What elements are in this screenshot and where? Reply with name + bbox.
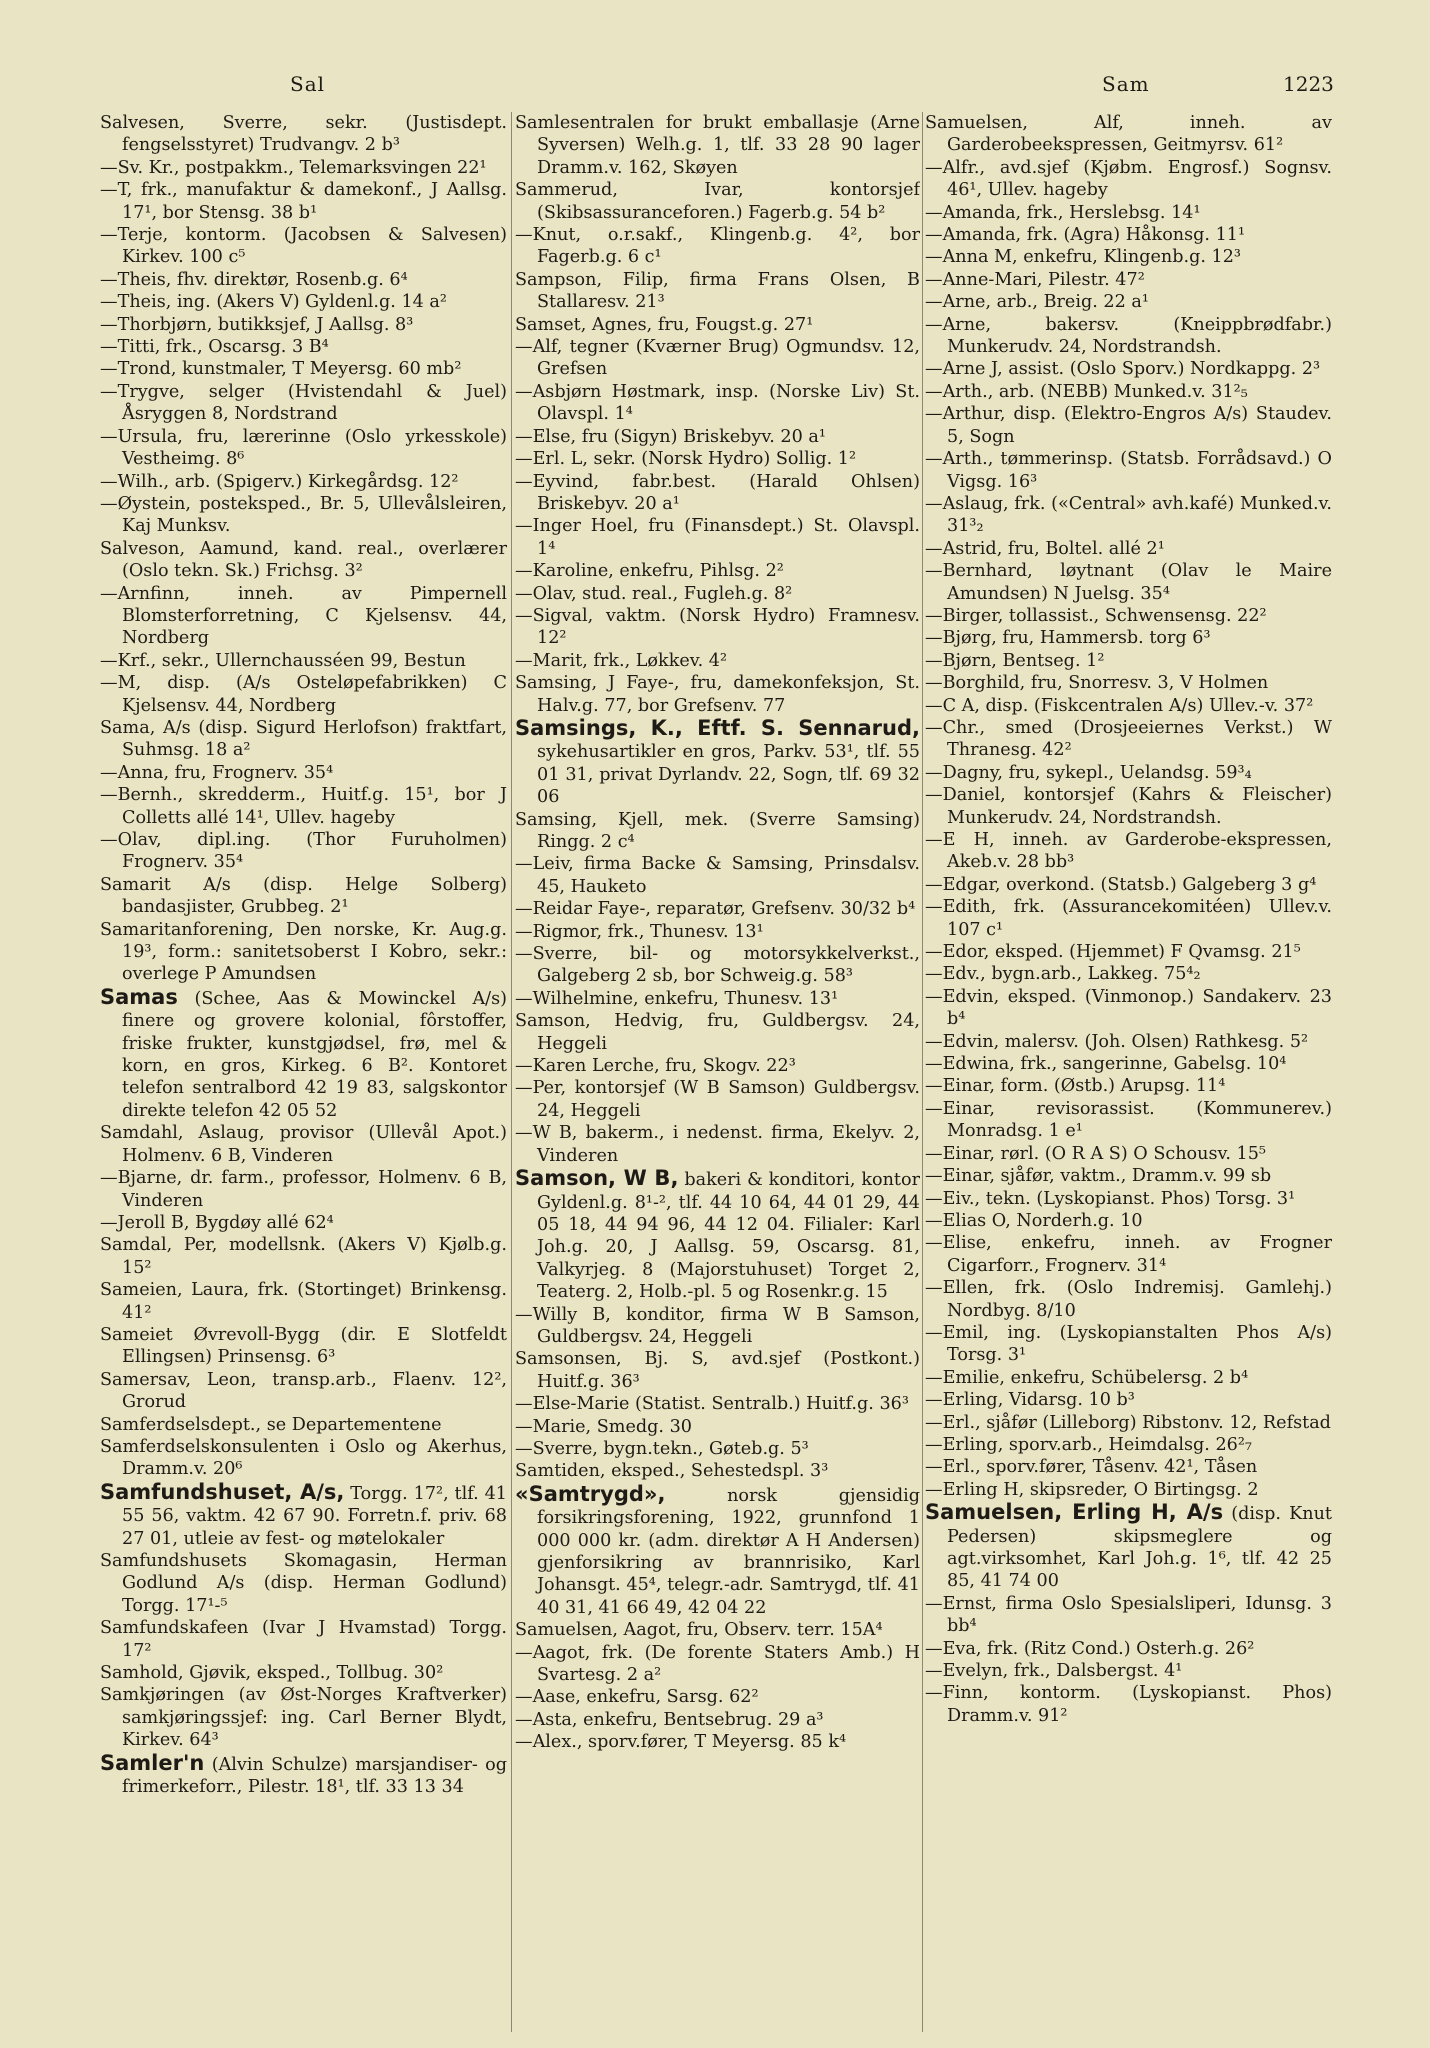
- entry-text: —Sverre, bygn.tekn., Gøteb.g. 5³: [515, 1438, 809, 1459]
- directory-entry: [100, 1122, 507, 1167]
- directory-entry: [925, 1210, 1332, 1232]
- header-left-word: Sal: [290, 72, 326, 96]
- entry-text: —Erl., sjåfør (Lilleborg) Ribstonv. 12, Refstad: [925, 1412, 1331, 1433]
- entry-text: —Alf, tegner (Kværner Brug) Ogmundsv. 12, Grefsen: [515, 337, 920, 380]
- directory-entry: [515, 1642, 920, 1687]
- directory-entry: [100, 1324, 507, 1369]
- directory-entry: [925, 695, 1332, 717]
- entry-text: —Aase, enkefru, Sarsg. 62²: [515, 1687, 759, 1708]
- directory-entry: [925, 448, 1332, 493]
- directory-entry: [515, 1686, 920, 1708]
- entry-text: —Erl. L, sekr. (Norsk Hydro) Sollig. 1²: [515, 449, 857, 470]
- entry-text: Salvesen, Sverre, sekr. (Justisdept. fengselsstyret) Trudvangv. 2 b³: [100, 113, 507, 156]
- directory-entry: [100, 1617, 507, 1662]
- entry-text: —T, frk., manufaktur & damekonf., J Aallsg. 17¹, bor Stensg. 38 b¹: [100, 180, 507, 223]
- directory-entry: [515, 1709, 920, 1731]
- directory-entry: [925, 1188, 1332, 1210]
- entry-text: —Asta, enkefru, Bentsebrug. 29 a³: [515, 1709, 824, 1730]
- directory-entry: [100, 1662, 507, 1684]
- entry-text: —Sverre, bil- og motorsykkelverkst., Galgeberg 2 sb, bor Schweig.g. 58³: [515, 944, 920, 987]
- directory-entry: [925, 1638, 1332, 1660]
- entry-text: —Emil, ing. (Lyskopianstalten Phos A/s) Torsg. 3¹: [925, 1322, 1332, 1366]
- directory-entry: [925, 829, 1332, 874]
- directory-entry: [925, 1456, 1332, 1478]
- directory-entry: [925, 1322, 1332, 1367]
- header-center-word: Sam: [1102, 72, 1150, 96]
- entry-text: —Karen Lerche, fru, Skogv. 22³: [515, 1056, 796, 1077]
- directory-entry-highlighted: [515, 717, 920, 809]
- entry-name: Samas: [100, 984, 178, 1009]
- entry-text: Sama, A/s (disp. Sigurd Herlofson) fraktfart, Suhmsg. 18 a²: [100, 717, 507, 761]
- directory-entry: [100, 762, 507, 784]
- directory-entry: [515, 314, 920, 336]
- directory-entry: [515, 560, 920, 582]
- entry-text: —Arth., arb. (NEBB) Munked.v. 31²₅: [925, 381, 1248, 402]
- directory-entry: [515, 1393, 920, 1415]
- directory-entry: [100, 291, 507, 313]
- entry-text: —Amanda, frk., Herslebsg. 14¹: [925, 202, 1201, 223]
- directory-entry: [515, 426, 920, 448]
- directory-entry: [925, 358, 1332, 380]
- directory-entry: [925, 874, 1332, 896]
- directory-entry: [515, 988, 920, 1010]
- entry-text: —Bernhard, løytnant (Olav le Maire Amundsen) N Juelsg. 35⁴: [925, 561, 1332, 604]
- entry-text: Samferdselsdept., se Departementene: [100, 1414, 442, 1435]
- directory-entry: [100, 919, 507, 986]
- column-divider: [511, 112, 512, 2032]
- directory-entry: [925, 381, 1332, 403]
- directory-entry: [925, 1367, 1332, 1389]
- directory-entry: [925, 1682, 1332, 1727]
- entry-text: —W B, bakerm., i nedenst. firma, Ekelyv. 2, Vinderen: [515, 1123, 920, 1166]
- directory-entry: [515, 381, 920, 426]
- directory-entry: [515, 1416, 920, 1438]
- entry-text: —Bernh., skredderm., Huitf.g. 15¹, bor J Colletts allé 14¹, Ullev. hageby: [100, 785, 507, 828]
- entry-text: —Edvin, eksped. (Vinmonop.) Sandakerv. 23 b⁴: [925, 986, 1332, 1030]
- column-divider: [922, 112, 923, 2032]
- entry-text: —Chr., smed (Drosjeeiernes Verkst.) W Thranesg. 42²: [925, 717, 1332, 761]
- directory-entry: [925, 605, 1332, 627]
- entry-text: —Arne, bakersv. (Kneippbrødfabr.) Munkerudv. 24, Nordstrandsh.: [925, 314, 1332, 358]
- entry-text: —Knut, o.r.sakf., Klingenb.g. 4², bor Fagerb.g. 6 c¹: [515, 225, 920, 268]
- entry-text: —Edor, eksped. (Hjemmet) F Qvamsg. 21⁵: [925, 942, 1301, 963]
- entry-text: —Borghild, fru, Snorresv. 3, V Holmen: [925, 673, 1269, 694]
- entry-text: —Eiv., tekn. (Lyskopianst. Phos) Torsg. 3¹: [925, 1188, 1296, 1209]
- entry-text: Samfundshusets Skomagasin, Herman Godlund A/s (disp. Herman Godlund) Torgg. 17¹‑⁵: [100, 1551, 507, 1616]
- entry-text: (Alvin Schulze) marsjandiser- og frimerkeforr., Pilestr. 18¹, tlf. 33 13 34: [122, 1754, 507, 1798]
- directory-entry: [515, 943, 920, 988]
- entry-text: —Erling, sporv.arb., Heimdalsg. 26²₇: [925, 1434, 1252, 1455]
- entry-text: Sampson, Filip, firma Frans Olsen, B Stallaresv. 21³: [515, 269, 920, 313]
- entry-text: —Terje, kontorm. (Jacobsen & Salvesen) Kirkev. 100 c⁵: [100, 225, 507, 268]
- entry-name: «Samtrygd»,: [515, 1481, 666, 1506]
- entry-text: —Einar, revisorassist. (Kommunerev.) Monradsg. 1 e¹: [925, 1098, 1332, 1142]
- entry-text: Samtiden, eksped., Sehestedspl. 3³: [515, 1461, 829, 1482]
- entry-text: (Schee, Aas & Mowinckel A/s) finere og grovere kolonial, fôrstoffer, friske frukter, kunstgjødsel, frø, mel & korn, en gros, Kirkeg. 6 B². Kontoret telefon sentralbord 42 19 83, salgskontor direkte telefon 42 05 52: [122, 988, 507, 1121]
- entry-text: —Ellen, frk. (Oslo Indremisj. Gamlehj.) Nordbyg. 8/10: [925, 1278, 1332, 1321]
- directory-entry: [515, 269, 920, 314]
- directory-entry: [100, 1234, 507, 1279]
- directory-entry: [925, 224, 1332, 246]
- entry-text: Samsing, J Faye-, fru, damekonfeksjon, St. Halv.g. 77, bor Grefsenv. 77: [515, 673, 920, 716]
- directory-entry: [100, 493, 507, 538]
- directory-entry: [925, 403, 1332, 448]
- entry-text: —Edwina, frk., sangerinne, Gabelsg. 10⁴: [925, 1054, 1287, 1075]
- directory-entry: [925, 291, 1332, 313]
- entry-text: —Einar, sjåfør, vaktm., Dramm.v. 99 sb: [925, 1166, 1272, 1187]
- entry-text: —Edvin, malersv. (Joh. Olsen) Rathkesg. 5²: [925, 1031, 1309, 1052]
- directory-entry: [925, 269, 1332, 291]
- entry-text: —Per, kontorsjef (W B Samson) Guldbergsv. 24, Heggeli: [515, 1078, 920, 1121]
- entry-text: —Evelyn, frk., Dalsbergst. 4¹: [925, 1661, 1183, 1682]
- directory-entry: [925, 538, 1332, 560]
- directory-entry: [925, 112, 1332, 157]
- entry-text: —Arthur, disp. (Elektro-Engros A/s) Staudev. 5, Sogn: [925, 404, 1332, 447]
- directory-entry: [925, 672, 1332, 694]
- entry-text: Samset, Agnes, fru, Fougst.g. 27¹: [515, 314, 814, 335]
- directory-entry: [100, 157, 507, 179]
- entry-text: —Eyvind, fabr.best. (Harald Ohlsen) Briskebyv. 20 a¹: [515, 471, 920, 514]
- entry-text: —Eva, frk. (Ritz Cond.) Osterh.g. 26²: [925, 1638, 1255, 1659]
- entry-text: —Einar, rørl. (O R A S) O Schousv. 15⁵: [925, 1143, 1266, 1164]
- directory-entry: [515, 1304, 920, 1349]
- directory-entry: [100, 224, 507, 269]
- directory-entry: [100, 784, 507, 829]
- entry-text: —Alfr., avd.sjef (Kjøbm. Engrosf.) Sognsv. 46¹, Ullev. hageby: [925, 157, 1332, 201]
- entry-text: Samsonsen, Bj. S, avd.sjef (Postkont.) Huitf.g. 36³: [515, 1349, 920, 1392]
- entry-text: —Sv. Kr., postpakkm., Telemarksvingen 22¹: [100, 157, 487, 178]
- entry-text: —Ernst, firma Oslo Spesialsliperi, Idunsg. 3 bb⁴: [925, 1593, 1332, 1637]
- directory-entry: [515, 1348, 920, 1393]
- entry-text: —Arne, arb., Breig. 22 a¹: [925, 292, 1149, 313]
- directory-entry-highlighted: [100, 986, 507, 1122]
- entry-text: —Marie, Smedg. 30: [515, 1416, 692, 1437]
- entry-text: —Erl., sporv.fører, Tåsenv. 42¹, Tåsen: [925, 1457, 1258, 1478]
- entry-text: —M, disp. (A/s Osteløpefabrikken) C Kjelsensv. 44, Nordberg: [100, 673, 507, 716]
- entry-text: —Alex., sporv.fører, T Meyersg. 85 k⁴: [515, 1732, 847, 1753]
- directory-entry: [100, 112, 507, 157]
- directory-entry: [515, 336, 920, 381]
- entry-text: —Arth., tømmerinsp. (Statsb. Forrådsavd.) O Vigsg. 16³: [925, 449, 1332, 492]
- entry-text: —Asbjørn Høstmark, insp. (Norske Liv) St. Olavspl. 1⁴: [515, 381, 920, 425]
- entry-text: —Theis, ing. (Akers V) Gyldenl.g. 14 a²: [100, 292, 447, 313]
- directory-entry: [925, 157, 1332, 202]
- directory-entry: [925, 1593, 1332, 1638]
- entry-text: Torgg. 17², tlf. 41 55 56, vaktm. 42 67 90. Forretn.f. priv. 68 27 01, utleie av fest- og møtelokaler: [122, 1483, 507, 1549]
- entry-text: —Bjarne, dr. farm., professor, Holmenv. 6 B, Vinderen: [100, 1168, 507, 1211]
- directory-entry: [515, 1077, 920, 1122]
- directory-entry: [925, 650, 1332, 672]
- entry-text: —Emilie, enkefru, Schübelersg. 2 b⁴: [925, 1367, 1249, 1388]
- directory-entry: [515, 471, 920, 516]
- directory-entry: [925, 986, 1332, 1031]
- entry-text: Samson, Hedvig, fru, Guldbergsv. 24, Heggeli: [515, 1011, 920, 1054]
- entry-text: —Karoline, enkefru, Pihlsg. 2²: [515, 561, 784, 582]
- entry-text: Samfundskafeen (Ivar J Hvamstad) Torgg. 17²: [100, 1618, 507, 1661]
- entry-text: Samferdselskonsulenten i Oslo og Akerhus, Dramm.v. 20⁶: [100, 1436, 507, 1480]
- directory-entry: [925, 1075, 1332, 1097]
- entry-text: —Marit, frk., Løkkev. 4²: [515, 650, 728, 671]
- entry-text: —Øystein, posteksped., Br. 5, Ullevålsleiren, Kaj Munksv.: [100, 493, 507, 537]
- entry-text: —Anna, fru, Frognerv. 35⁴: [100, 762, 334, 783]
- directory-entry: [515, 448, 920, 470]
- entry-text: —Wilh., arb. (Spigerv.) Kirkegårdsg. 12²: [100, 471, 459, 492]
- directory-entry: [515, 1731, 920, 1753]
- directory-entry: [100, 426, 507, 471]
- entry-text: Samdahl, Aslaug, provisor (Ullevål Apot.) Holmenv. 6 B, Vinderen: [100, 1123, 507, 1166]
- entry-text: Samuelsen, Alf, inneh. av Garderobeekspressen, Geitmyrsv. 61²: [925, 113, 1332, 156]
- directory-entry: [925, 963, 1332, 985]
- directory-entry: [515, 1010, 920, 1055]
- directory-entry: [100, 1436, 507, 1481]
- directory-entry: [515, 515, 920, 560]
- entry-text: —Jeroll B, Bygdøy allé 62⁴: [100, 1212, 334, 1233]
- directory-entry: [515, 179, 920, 224]
- directory-column-3: [925, 112, 1332, 2032]
- entry-name: Samuelsen, Erling H, A/s: [925, 1500, 1224, 1525]
- directory-entry: [100, 336, 507, 358]
- entry-text: —Dagny, fru, sykepl., Uelandsg. 59³₄: [925, 762, 1252, 783]
- entry-text: Samuelsen, Aagot, fru, Observ. terr. 15A⁴: [515, 1620, 883, 1641]
- directory-entry: [925, 941, 1332, 963]
- directory-entry: [925, 1660, 1332, 1682]
- directory-entry: [100, 583, 507, 650]
- directory-column-2: [515, 112, 920, 2032]
- entry-text: —Edith, frk. (Assurancekomitéen) Ullev.v. 107 c¹: [925, 897, 1332, 940]
- entry-text: —Inger Hoel, fru (Finansdept.) St. Olavspl. 1⁴: [515, 516, 920, 559]
- directory-entry: [925, 493, 1332, 538]
- directory-entry: [100, 1369, 507, 1414]
- entry-text: Samsing, Kjell, mek. (Sverre Samsing) Ringg. 2 c⁴: [515, 809, 920, 852]
- directory-entry: [100, 381, 507, 426]
- directory-entry-highlighted: [515, 1483, 920, 1619]
- entry-text: —Elise, enkefru, inneh. av Frogner Cigarforr., Frognerv. 31⁴: [925, 1233, 1332, 1276]
- directory-entry: [515, 921, 920, 943]
- entry-text: —Birger, tollassist., Schwensensg. 22²: [925, 605, 1267, 626]
- directory-entry: [100, 1279, 507, 1324]
- directory-entry: [515, 224, 920, 269]
- entry-text: —Anne-Mari, Pilestr. 47²: [925, 269, 1145, 290]
- directory-entry: [925, 896, 1332, 941]
- directory-entry: [100, 471, 507, 493]
- entry-text: —Einar, form. (Østb.) Arupsg. 11⁴: [925, 1076, 1226, 1097]
- directory-entry: [515, 672, 920, 717]
- entry-text: Samhold, Gjøvik, eksped., Tollbug. 30²: [100, 1663, 444, 1684]
- entry-text: —Arne J, assist. (Oslo Sporv.) Nordkappg. 2³: [925, 359, 1321, 380]
- directory-entry: [100, 179, 507, 224]
- directory-entry: [515, 583, 920, 605]
- entry-text: Salveson, Aamund, kand. real., overlærer (Oslo tekn. Sk.) Frichsg. 3²: [100, 538, 507, 582]
- entry-text: —Trond, kunstmaler, T Meyersg. 60 mb²: [100, 359, 462, 380]
- entry-text: —Willy B, konditor, firma W B Samson, Guldbergsv. 24, Heggeli: [515, 1304, 920, 1347]
- directory-entry: [100, 358, 507, 380]
- entry-text: —Bjørn, Bentseg. 1²: [925, 650, 1105, 671]
- entry-text: Sammerud, Ivar, kontorsjef (Skibsassuranceforen.) Fagerb.g. 54 b²: [515, 180, 920, 223]
- directory-entry: [925, 717, 1332, 762]
- directory-entry: [515, 898, 920, 920]
- directory-entry: [925, 1389, 1332, 1411]
- entry-name: Samsings, K., Eftf. S. Sennarud,: [515, 715, 920, 740]
- entry-text: —Sigval, vaktm. (Norsk Hydro) Framnesv. 12²: [515, 605, 920, 649]
- entry-text: —Reidar Faye-, reparatør, Grefsenv. 30/32 b⁴: [515, 899, 916, 920]
- directory-entry-highlighted: [100, 1752, 507, 1799]
- entry-text: —Arnfinn, inneh. av Pimpernell Blomsterforretning, C Kjelsensv. 44, Nordberg: [100, 583, 507, 649]
- entry-text: —Olav, stud. real., Fugleh.g. 8²: [515, 583, 793, 604]
- directory-entry: [925, 560, 1332, 605]
- entry-text: Samlesentralen for brukt emballasje (Arne Syversen) Welh.g. 1, tlf. 33 28 90 lager Dramm.v. 162, Skøyen: [515, 113, 920, 178]
- directory-entry: [100, 269, 507, 291]
- directory-entry: [515, 605, 920, 650]
- entry-text: Samarit A/s (disp. Helge Solberg) bandasjister, Grubbeg. 2¹: [100, 874, 507, 918]
- entry-text: —Finn, kontorm. (Lyskopianst. Phos) Dramm.v. 91²: [925, 1683, 1332, 1726]
- directory-entry: [100, 1212, 507, 1234]
- directory-entry: [515, 1460, 920, 1482]
- entry-text: Sameiet Øvrevoll-Bygg (dir. E Slotfeldt Ellingsen) Prinsensg. 6³: [100, 1324, 507, 1368]
- directory-entry: [515, 1122, 920, 1167]
- entry-text: Samaritanforening, Den norske, Kr. Aug.g. 19³, form.: sanitetsoberst I Kobro, sekr.: overlege P Amundsen: [100, 919, 507, 985]
- directory-entry: [925, 202, 1332, 224]
- directory-entry: [100, 717, 507, 762]
- entry-text: —Aagot, frk. (De forente Staters Amb.) H Svartesg. 2 a²: [515, 1642, 920, 1686]
- entry-text: —Erling, Vidarsg. 10 b³: [925, 1390, 1135, 1411]
- directory-entry: [925, 314, 1332, 359]
- directory-entry: [100, 1550, 507, 1617]
- directory-entry: [925, 1165, 1332, 1187]
- directory-entry: [925, 1053, 1332, 1075]
- entry-text: —Edv., bygn.arb., Lakkeg. 75⁴₂: [925, 964, 1201, 985]
- directory-entry: [515, 1438, 920, 1460]
- directory-entry: [925, 1098, 1332, 1143]
- entry-text: —Olav, dipl.ing. (Thor Furuholmen) Frognerv. 35⁴: [100, 830, 507, 873]
- directory-entry: [100, 1414, 507, 1436]
- directory-entry-highlighted: [100, 1481, 507, 1550]
- entry-text: (disp. Knut Pedersen) skipsmeglere og agt.virksomhet, Karl Joh.g. 1⁶, tlf. 42 25 85, 41 74 00: [947, 1504, 1332, 1592]
- directory-column-1: [100, 112, 507, 2032]
- page-number: 1223: [1283, 72, 1334, 96]
- entry-text: —Ursula, fru, lærerinne (Oslo yrkesskole) Vestheimg. 8⁶: [100, 426, 507, 470]
- entry-text: —Wilhelmine, enkefru, Thunesv. 13¹: [515, 988, 839, 1009]
- directory-entry: [925, 1479, 1332, 1501]
- directory-entry: [515, 1619, 920, 1641]
- directory-entry: [100, 650, 507, 672]
- directory-entry: [925, 1031, 1332, 1053]
- directory-entry: [100, 672, 507, 717]
- entry-text: bakeri & konditori, kontor Gyldenl.g. 8¹‑², tlf. 44 10 64, 44 01 29, 44 05 18, 44 94 96, 44 12 04. Filialer: Karl Joh.g. 20, J Aallsg. 59, Oscarsg. 81, Valkyrjeg. 8 (Majorstuhuset) Torget 2, Teaterg. 2, Holb.-pl. 5 og Rosenkr.g. 15: [537, 1170, 920, 1303]
- entry-text: —Edgar, overkond. (Statsb.) Galgeberg 3 g⁴: [925, 874, 1317, 895]
- entry-name: Samfundshuset, A/s,: [100, 1479, 345, 1504]
- directory-entry: [100, 314, 507, 336]
- entry-text: Samkjøringen (av Øst-Norges Kraftverker) samkjøringssjef: ing. Carl Berner Blydt, Kirkev. 64³: [100, 1685, 507, 1751]
- entry-text: —Leiv, firma Backe & Samsing, Prinsdalsv. 45, Hauketo: [515, 854, 920, 897]
- entry-text: —Thorbjørn, butikksjef, J Aallsg. 8³: [100, 314, 414, 335]
- entry-text: —Trygve, selger (Hvistendahl & Juel) Åsryggen 8, Nordstrand: [100, 381, 507, 425]
- directory-entry: [925, 627, 1332, 649]
- directory-entry: [925, 784, 1332, 829]
- directory-entry: [515, 853, 920, 898]
- directory-entry-highlighted: [515, 1167, 920, 1303]
- entry-text: norsk gjensidig forsikringsforening, 1922, grunnfond 1 000 000 kr. (adm. direktør A H Andersen) gjenforsikring av brannrisiko, Karl Johansgt. 45⁴, telegr.-adr. Samtrygd, tlf. 41 40 31, 41 66 49, 42 04 22: [537, 1485, 920, 1618]
- directory-entry: [515, 112, 920, 179]
- entry-text: —Erling H, skipsreder, O Birtingsg. 2: [925, 1479, 1259, 1500]
- entry-text: —C A, disp. (Fiskcentralen A/s) Ullev.-v. 37²: [925, 695, 1314, 716]
- entry-text: —Anna M, enkefru, Klingenb.g. 12³: [925, 247, 1241, 268]
- directory-entry: [100, 829, 507, 874]
- entry-text: sykehusartikler en gros, Parkv. 53¹, tlf. 55 01 31, privat Dyrlandv. 22, Sogn, tlf. 69 32 06: [537, 742, 920, 808]
- directory-entry: [100, 874, 507, 919]
- entry-text: Samdal, Per, modellsnk. (Akers V) Kjølb.g. 15²: [100, 1235, 507, 1278]
- directory-entry: [925, 762, 1332, 784]
- entry-name: Samler'n: [100, 1750, 205, 1775]
- directory-entry: [100, 1167, 507, 1212]
- directory-entry: [925, 1277, 1332, 1322]
- directory-entry: [925, 1143, 1332, 1165]
- entry-text: Sameien, Laura, frk. (Stortinget) Brinkensg. 41²: [100, 1280, 507, 1323]
- entry-text: —Amanda, frk. (Agra) Håkonsg. 11¹: [925, 225, 1246, 246]
- directory-entry: [925, 1232, 1332, 1277]
- directory-entry: [100, 538, 507, 583]
- directory-entry-highlighted: [925, 1501, 1332, 1593]
- directory-entry: [925, 1412, 1332, 1434]
- directory-entry: [515, 650, 920, 672]
- directory-entry: [100, 1684, 507, 1751]
- directory-entry: [515, 1055, 920, 1077]
- page-header: [0, 72, 1430, 112]
- entry-name: Samson, W B,: [515, 1166, 679, 1191]
- entry-text: —Astrid, fru, Boltel. allé 2¹: [925, 538, 1165, 559]
- directory-entry: [515, 809, 920, 854]
- entry-text: —Krf., sekr., Ullernchausséen 99, Bestun: [100, 650, 466, 671]
- entry-text: —Titti, frk., Oscarsg. 3 B⁴: [100, 337, 329, 358]
- entry-text: —Else-Marie (Statist. Sentralb.) Huitf.g. 36³: [515, 1394, 909, 1415]
- entry-text: —Daniel, kontorsjef (Kahrs & Fleischer) Munkerudv. 24, Nordstrandsh.: [925, 785, 1332, 828]
- entry-text: —Bjørg, fru, Hammersb. torg 6³: [925, 628, 1211, 649]
- entry-text: —Else, fru (Sigyn) Briskebyv. 20 a¹: [515, 426, 826, 447]
- entry-text: —Theis, fhv. direktør, Rosenb.g. 6⁴: [100, 269, 408, 290]
- directory-entry: [925, 1434, 1332, 1456]
- entry-text: —E H, inneh. av Garderobe-ekspressen, Akeb.v. 28 bb³: [925, 830, 1332, 873]
- entry-text: —Rigmor, frk., Thunesv. 13¹: [515, 921, 764, 942]
- entry-text: —Elias O, Norderh.g. 10: [925, 1210, 1143, 1231]
- entry-text: —Aslaug, frk. («Central» avh.kafé) Munked.v. 31³₂: [925, 493, 1332, 537]
- entry-text: Samersav, Leon, transp.arb., Flaenv. 12², Grorud: [100, 1369, 507, 1413]
- directory-entry: [925, 246, 1332, 268]
